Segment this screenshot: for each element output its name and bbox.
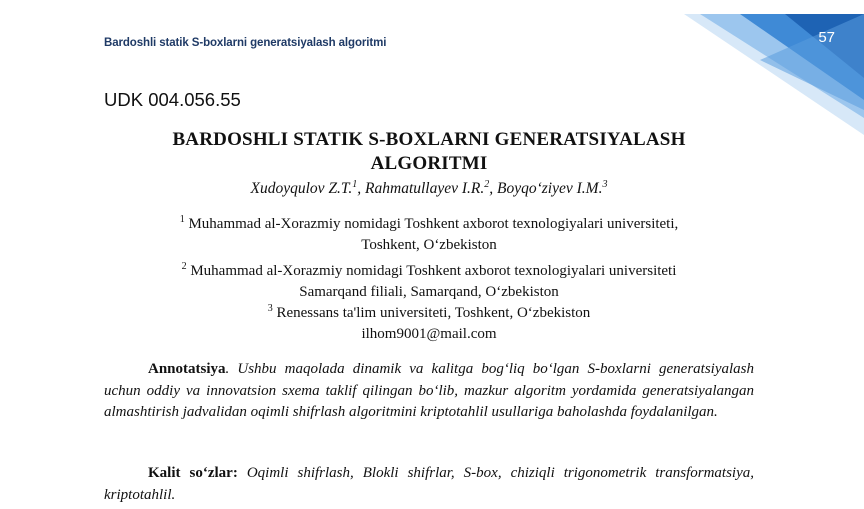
author-2: Rahmatullayev I.R. <box>365 180 485 197</box>
affiliation-1-mark: 1 <box>179 214 185 225</box>
header-corner-decoration <box>0 0 864 140</box>
affiliation-3-line-1: Renessans ta'lim universiteti, Toshkent, O‘zbekiston <box>272 305 591 321</box>
author-separator: , <box>489 180 498 197</box>
abstract-text: Ushbu maqolada dinamik va kalitga bog‘liq bo‘lgan S-boxlarni generatsiyalash uchun oddiy va innovatsion sxema taklif qilingan bo‘lib, mazkur algoritm yordamida generatsiyalangan almashtirish jadvalidan oqimli shifrlash algoritmini kriptotahlil usullariga baholashda foydalanilgan. <box>104 361 754 420</box>
title-line-2: ALGORITMI <box>370 153 488 174</box>
affiliation-3-mark: 3 <box>267 303 273 314</box>
affiliation-2-line-1: Muhammad al-Xorazmiy nomidagi Toshkent axborot texnologiyalari universiteti <box>186 263 677 279</box>
running-header-title: Bardoshli statik S-boxlarni generatsiyalash algoritmi <box>104 37 387 49</box>
abstract-label-dot: . <box>225 361 230 377</box>
author-1-affil-mark: 1 <box>352 178 358 190</box>
affiliation-3 <box>104 303 754 345</box>
affiliation-2 <box>104 261 754 303</box>
author-1: Xudoyqulov Z.T. <box>250 180 353 197</box>
abstract-label: Annotatsiya <box>148 361 226 377</box>
keywords-paragraph <box>104 463 754 506</box>
udk-code: UDK 004.056.55 <box>104 89 241 110</box>
affiliation-2-line-2: Samarqand filiali, Samarqand, O‘zbekiston <box>299 284 559 300</box>
keywords-text: Oqimli shifrlash, Blokli shifrlar, S-box, chiziqli trigonometrik transformatsiya, kriptotahlil. <box>104 465 754 503</box>
author-2-affil-mark: 2 <box>484 178 490 190</box>
affiliation-2-mark: 2 <box>181 261 187 272</box>
author-list <box>104 180 754 198</box>
author-3: Boyqo‘ziyev I.M. <box>497 180 603 197</box>
keywords-label: Kalit so‘zlar: <box>148 465 238 481</box>
page-number: 57 <box>818 29 835 46</box>
author-separator: , <box>357 180 366 197</box>
author-email: ilhom9001@mail.com <box>361 326 497 342</box>
abstract-paragraph <box>104 359 754 424</box>
title-line-1: BARDOSHLI STATIK S-BOXLARNI GENERATSIYALASH <box>172 129 686 150</box>
affiliation-1-line-1: Muhammad al-Xorazmiy nomidagi Toshkent axborot texnologiyalari universiteti, <box>184 216 679 232</box>
author-3-affil-mark: 3 <box>602 178 608 190</box>
affiliation-1 <box>104 214 754 256</box>
affiliation-1-line-2: Toshkent, O‘zbekiston <box>361 237 497 253</box>
article-title <box>104 128 754 176</box>
